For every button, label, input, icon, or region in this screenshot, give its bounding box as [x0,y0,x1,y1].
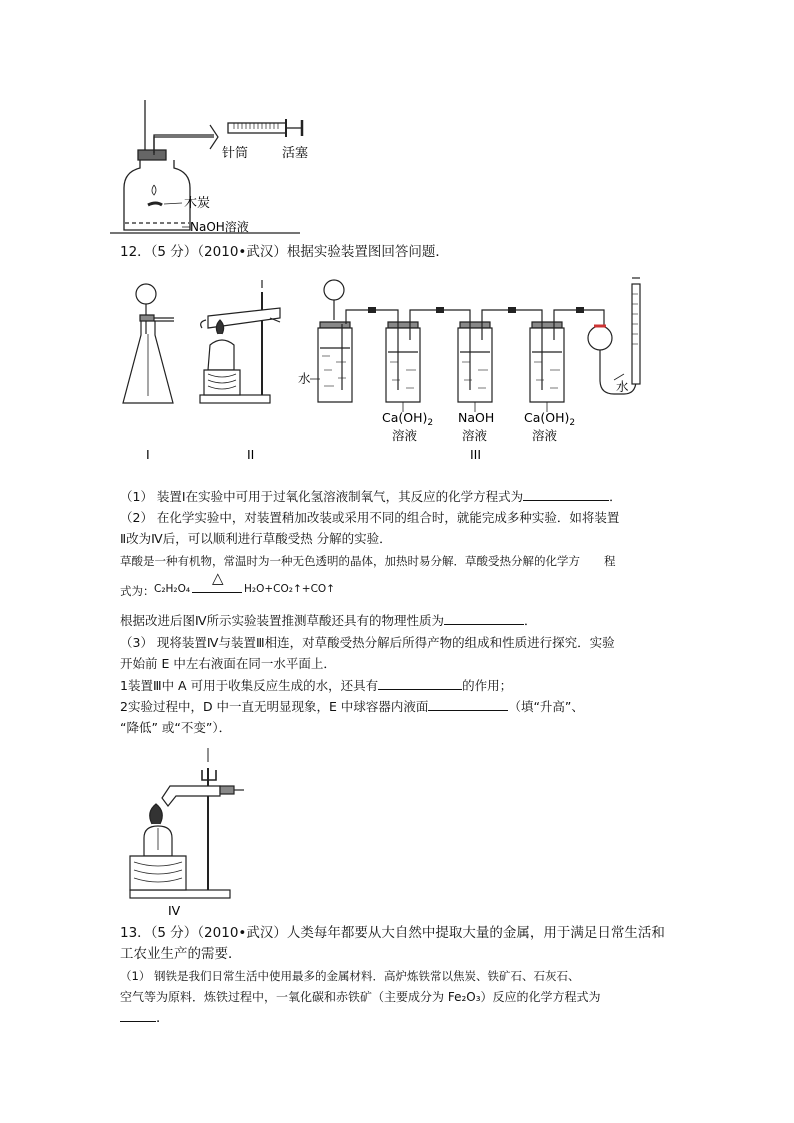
q13-part1-line3 [120,1009,170,1027]
label-water-left: 水 [298,371,311,386]
oxalic-equation [120,569,480,603]
q12-header: 12．（5 分）（2010•武汉）根据实验装置图回答问题． [120,244,449,260]
label-bottle-b-line2: 溶液 [392,428,418,443]
q13-part1-end: ． [156,1010,170,1026]
label-bottle-d-line2: 溶液 [532,428,558,443]
q12-part3-line3-text: 1装置Ⅲ中 A 可用于收集反应生成的水，还具有 [120,678,379,693]
equation-arrow-line [192,592,242,593]
label-roman-2: II [247,447,255,462]
q13-header: 13．（5 分）（2010•武汉）人类每年都要从大自然中提取大量的金属，用于满足日常生活和 [120,925,665,941]
q12-part3-line5: “降低” 或“不变”）． [120,720,232,735]
q12-part1 [120,488,622,506]
equation-reactant: C₂H₂O₄ [154,583,191,595]
q12-part3-line3-end: 的作用； [462,678,513,693]
q12-part2-line2: Ⅱ改为Ⅳ后，可以顺利进行草酸受热 分解的实验． [120,531,392,546]
q12-part2-line4 [120,612,537,630]
q12-part1-end: ． [609,489,622,504]
q12-part3-line3 [120,677,512,695]
answer-blank-3[interactable] [378,677,462,690]
answer-blank-2[interactable] [444,612,524,625]
label-bottle-c-line2: 溶液 [462,428,488,443]
q12-part3-line4-end: （填“升高”、 [508,699,584,714]
label-naoh-solution: NaOH溶液 [190,220,249,234]
q13-header-line2: 工农业生产的需要． [120,946,242,962]
q12-part2-line1: （2） 在化学实验中，对装置稍加改装或采用不同的组合时，就能完成多种实验．如将装置 [120,510,620,525]
equation-prefix: 式为： [120,584,155,598]
q12-part3-line4 [120,698,584,716]
q12-part1-text: （1） 装置Ⅰ在实验中可用于过氧化氢溶液制氧气，其反应的化学方程式为 [120,489,524,504]
figure-charcoal-apparatus [110,95,330,240]
answer-blank-1[interactable] [523,488,609,501]
q12-part2-line4-text: 根据改进后图Ⅳ所示实验装置推测草酸还具有的物理性质为 [120,613,445,628]
label-bottle-c-line1: NaOH [458,410,495,425]
q12-part3-line4-text: 2实验过程中，D 中一直无明显现象，E 中球容器内液面 [120,699,429,714]
label-bottle-d-line1: $Ca(OH)_2$ [524,410,576,428]
q12-part3-line1: （3） 现将装置Ⅳ与装置Ⅲ相连，对草酸受热分解后所得产物的组成和性质进行探究．实验 [120,635,615,650]
q13-part1-line1: （1） 钢铁是我们日常生活中使用最多的金属材料．高炉炼铁常以焦炭、铁矿石、石灰石、 [120,969,580,983]
answer-blank-5[interactable] [120,1009,156,1022]
label-piston: 活塞 [282,146,309,161]
figure-apparatus-1-2-3 [120,270,660,470]
equation-products: H₂O+CO₂↑+CO↑ [244,583,335,595]
label-syringe: 针筒 [222,146,249,161]
q12-part2-line3-end: 程 [604,554,616,568]
q12-part3-line2: 开始前 E 中左右液面在同一水平面上． [120,656,336,671]
q12-part2-line4-end: ． [524,613,537,628]
label-water-right: 水 [616,379,629,394]
answer-blank-4[interactable] [428,698,508,711]
label-charcoal: 木炭 [184,196,211,211]
figure-apparatus-4 [118,742,258,920]
label-bottle-b-line1: $Ca(OH)_2$ [382,410,434,428]
q12-part2-line3 [120,552,616,570]
equation-heat-condition: △ [212,569,224,587]
label-roman-4: IV [168,903,181,918]
q13-part1-line2: 空气等为原料．炼铁过程中，一氧化碳和赤铁矿（主要成分为 Fe₂O₃）反应的化学方程式为 [120,990,601,1004]
label-roman-3: III [470,447,482,462]
label-roman-1: I [146,447,150,462]
q12-part2-line3-text: 草酸是一种有机物，常温时为一种无色透明的晶体，加热时易分解．草酸受热分解的化学方 [120,554,580,568]
